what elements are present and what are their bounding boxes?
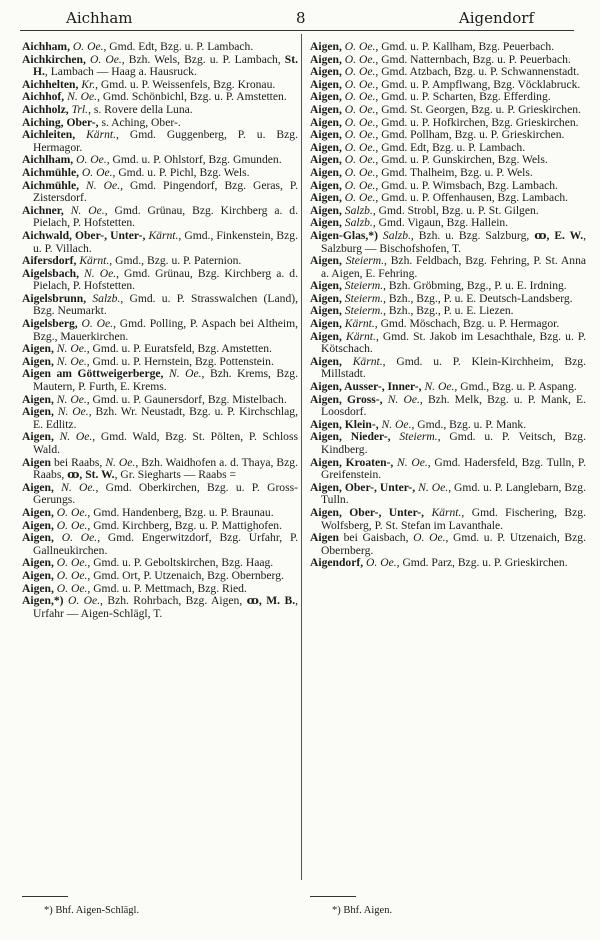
entry-headword: Aigen, (22, 505, 54, 519)
entry-text: Steierm., Bzh. Feldbach, Bzg. Fehring, P. St. Anna a. Aigen, E. Fehring. (321, 254, 587, 280)
entry-text: O. Oe., Gmd. u. P. Offenhausen, Bzg. Lambach. (344, 191, 569, 205)
entry-text: O. Oe., Gmd. u. P. Scharten, Bzg. Efferding. (344, 90, 551, 104)
gazetteer-entry (310, 431, 586, 456)
entry-text: N. Oe., Gmd. u. P. Langlebarn, Bzg. Tulln. (321, 480, 586, 507)
entry-text: bei Gaisbach, O. Oe., Gmd. u. P. Utzenaich, Bzg. Obernberg. (321, 531, 586, 557)
entry-text: N. Oe., Bzh. Krems, Bzg. Mautern, P. Furth, E. Krems. (33, 367, 298, 394)
entry-headword: Aigen, (310, 102, 342, 116)
entry-text: Kärnt., Gmd., Finkenstein, Bzg. u. P. Villach. (33, 228, 298, 255)
entry-headword: Aichlham, (22, 153, 74, 167)
entry-text: Steierm., Bzh., Bzg., P. u. E. Deutsch-Landsberg. (344, 291, 573, 305)
gazetteer-entry (310, 482, 586, 507)
entry-text: N. Oe., Gmd. u. P. Hernstein, Bzg. Pottenstein. (56, 354, 274, 368)
footnote-rule-right (310, 896, 356, 897)
entry-headword: Aichkirchen, (22, 52, 86, 66)
gazetteer-entry (310, 532, 586, 557)
entry-text: O. Oe., Gmd. Parz, Bzg. u. P. Grieskirchen. (366, 556, 568, 570)
entry-text: O. Oe., Gmd. Natternbach, Bzg. u. P. Peuerbach. (344, 52, 571, 66)
entry-headword: Aigen, (310, 304, 342, 318)
entry-text: Kärnt., Gmd. St. Jakob im Lesachthale, Bzg. u. P. Kötschach. (321, 329, 586, 356)
entry-headword: Aichhelten, (22, 77, 79, 91)
right-column (310, 41, 586, 570)
entry-headword: Aigen-Glas,*) (310, 228, 378, 242)
entry-text: Steierm., Gmd. u. P. Veitsch, Bzg. Kindberg. (321, 430, 587, 456)
gazetteer-entry (310, 356, 586, 381)
entry-headword: Aichwald, Ober-, Unter-, (22, 228, 146, 242)
entry-text: N. Oe., Gmd. Schönbichl, Bzg. u. P. Amstetten. (67, 90, 287, 104)
header-left-keyword: Aichham (66, 9, 133, 27)
entry-headword: Aichleiten, (22, 128, 76, 142)
entry-headword: Aigen, (310, 354, 342, 368)
gazetteer-entry (22, 595, 298, 620)
entry-text: O. Oe., Gmd. St. Georgen, Bzg. u. P. Grieskirchen. (344, 102, 581, 116)
entry-text: N. Oe., Bzh. Wr. Neustadt, Bzg. u. P. Kirchschlag, E. Edlitz. (33, 405, 298, 431)
entry-headword: Aigen, (310, 254, 342, 268)
gazetteer-entry (22, 129, 298, 154)
entry-text: N. Oe., Bzh. Melk, Bzg. u. P. Mank, E. Loosdorf. (321, 392, 586, 419)
entry-text: N. Oe., Gmd., Bzg. u. P. Mank. (381, 417, 527, 431)
entry-headword: Aigen, (310, 115, 342, 129)
entry-headword: Aigen (22, 455, 51, 469)
entry-headword: Aigen, Nieder-, (310, 430, 391, 444)
footnote-right: *) Bhf. Aigen. (332, 905, 393, 916)
entry-text: Kärnt., Gmd. Möschach, Bzg. u. P. Hermagor. (344, 317, 560, 331)
entry-text: O. Oe., Gmd. Edt, Bzg. u. P. Lambach. (344, 140, 526, 154)
entry-headword: Aigen, (310, 128, 342, 142)
gazetteer-entry (310, 457, 586, 482)
entry-headword: Aigen, Ober-, Unter-, (310, 505, 425, 519)
entry-text: N. Oe., Gmd. Grünau, Bzg. Kirchberg a. d. Pielach, P. Hofstetten. (33, 203, 298, 230)
header-rule (20, 30, 574, 31)
gazetteer-entry (22, 457, 298, 482)
entry-headword: Aigen, (310, 191, 342, 205)
entry-text: Kärnt., Gmd. u. P. Klein-Kirchheim, Bzg. Millstadt. (321, 354, 586, 381)
entry-text: N. Oe., Gmd. Grünau, Bzg. Kirchberg a. d. Pielach, P. Hofstetten. (33, 266, 298, 293)
entry-headword: Aigen, (310, 203, 342, 217)
entry-headword: Aigen, Ausser-, Inner-, (310, 380, 422, 394)
entry-headword: Aigelsbrunn, (22, 291, 87, 305)
gazetteer-entry (310, 230, 586, 255)
entry-headword: Aigen, (310, 65, 342, 79)
entry-headword: Aichhof, (22, 90, 65, 104)
entry-headword: Aigen, (310, 153, 342, 167)
entry-headword: Aigen, (22, 556, 54, 570)
entry-text: N. Oe., Gmd. Wald, Bzg. St. Pölten, P. Schloss Wald. (33, 430, 298, 456)
footnote-rule-left (22, 896, 68, 897)
gazetteer-entry (22, 230, 298, 255)
entry-text: Salzb., Gmd. Vigaun, Bzg. Hallein. (344, 216, 509, 230)
entry-headword: Aigen, (22, 480, 54, 494)
entry-headword: Aigen,*) (22, 594, 64, 608)
entry-text: O. Oe., Gmd. u. P. Wimsbach, Bzg. Lambach. (344, 178, 558, 192)
entry-text: Kärnt., Gmd., Bzg. u. P. Paternion. (79, 254, 242, 268)
entry-text: Kr., Gmd. u. P. Weissenfels, Bzg. Kronau. (81, 77, 276, 91)
entry-text: O. Oe., Bzh. Rohrbach, Bzg. Aigen, ꝏ, M. B., Urfahr — Aigen-Schlägl, T. (33, 594, 298, 620)
column-divider (301, 34, 302, 880)
entry-text: O. Oe., Gmd. Polling, P. Aspach bei Altheim, Bzg., Mauerkirchen. (33, 317, 298, 343)
entry-headword: Aigen, (22, 430, 54, 444)
entry-headword: Aifersdorf, (22, 254, 77, 268)
entry-text: bei Raabs, N. Oe., Bzh. Waidhofen a. d. Thaya, Bzg. Raabs, ꝏ, St. W., Gr. Siegharts — Raabs = (33, 455, 299, 482)
left-column (22, 41, 298, 620)
entry-text: O. Oe., Gmd. u. P. Gunskirchen, Bzg. Wels. (344, 153, 548, 167)
entry-headword: Aigen, (310, 216, 342, 230)
entry-text: Steierm., Bzh. Gröbming, Bzg., P. u. E. Irdning. (344, 279, 567, 293)
entry-text: O. Oe., Gmd. Pollham, Bzg. u. P. Grieskirchen. (344, 128, 565, 142)
entry-headword: Aigen, (310, 317, 342, 331)
entry-headword: Aigen, (22, 405, 54, 419)
entry-headword: Aigen am Göttweigerberge, (22, 367, 164, 381)
entry-text: O. Oe., Gmd. Handenberg, Bzg. u. P. Braunau. (56, 505, 274, 519)
entry-headword: Aiching, Ober-, (22, 115, 99, 129)
entry-text: s. Aching, Ober-. (98, 115, 181, 129)
entry-headword: Aigen, (22, 531, 54, 545)
entry-text: N. Oe., Gmd. u. P. Gaunersdorf, Bzg. Mistelbach. (56, 392, 287, 406)
gazetteer-entry (22, 406, 298, 431)
entry-headword: Aichham, (22, 40, 70, 53)
entry-headword: Aigen, (310, 52, 342, 66)
entry-text: O. Oe., Gmd. u. P. Kallham, Bzg. Peuerbach. (344, 40, 555, 53)
entry-headword: Aigen, (22, 581, 54, 595)
entry-headword: Aigen (310, 531, 339, 545)
entry-text: O. Oe., Gmd. Ort, P. Utzenaich, Bzg. Obernberg. (56, 568, 284, 582)
entry-text: O. Oe., Gmd. Kirchberg, Bzg. u. P. Mattighofen. (56, 518, 282, 532)
entry-text: N. Oe., Gmd., Bzg. u. P. Aspang. (424, 380, 577, 394)
entry-text: O. Oe., Gmd. Atzbach, Bzg. u. P. Schwannenstadt. (344, 65, 580, 79)
entry-text: N. Oe., Gmd. Oberkirchen, Bzg. u. P. Gross-Gerungs. (33, 480, 298, 507)
page-number: 8 (296, 9, 306, 27)
entry-text: N. Oe., Gmd. Pingendorf, Bzg. Geras, P. Zistersdorf. (33, 178, 298, 205)
gazetteer-entry (22, 54, 298, 79)
entry-text: O. Oe., Gmd. u. P. Ohlstorf, Bzg. Gmunden. (76, 153, 282, 167)
entry-headword: Aigen, (310, 77, 342, 91)
gazetteer-entry (22, 431, 298, 456)
gazetteer-entry (22, 293, 298, 318)
gazetteer-entry (22, 482, 298, 507)
entry-headword: Aigen, (310, 291, 342, 305)
entry-text: O. Oe., Gmd. u. P. Mettmach, Bzg. Ried. (56, 581, 247, 595)
entry-text: Trl., s. Rovere della Luna. (71, 102, 193, 116)
gazetteer-entry (22, 532, 298, 557)
entry-headword: Aigen, (310, 329, 342, 343)
entry-text: Kärnt., Gmd. Fischering, Bzg. Wolfsberg, P. St. Stefan im Lavanthale. (321, 505, 586, 532)
entry-headword: Aigen, (22, 518, 54, 532)
entry-headword: Aigen, Ober-, Unter-, (310, 480, 416, 494)
entry-headword: Aichmühle, (22, 165, 80, 179)
entry-text: O. Oe., Gmd. u. P. Geboltskirchen, Bzg. Haag. (56, 556, 274, 570)
entry-text: O. Oe., Gmd. u. P. Ampflwang, Bzg. Vöcklabruck. (344, 77, 581, 91)
entry-text: Salzb., Gmd. Strobl, Bzg. u. P. St. Gilgen. (344, 203, 539, 217)
gazetteer-entry (22, 180, 298, 205)
entry-headword: Aigen, (22, 354, 54, 368)
entry-text: O. Oe., Gmd. Engerwitzdorf, Bzg. Urfahr, P. Gallneukirchen. (33, 531, 299, 557)
entry-headword: Aigen, Kroaten-, (310, 455, 394, 469)
gazetteer-entry (310, 507, 586, 532)
entry-text: N. Oe., Gmd. u. P. Euratsfeld, Bzg. Amstetten. (56, 342, 272, 356)
entry-headword: Aigelsberg, (22, 317, 78, 331)
entry-headword: Aigen, (310, 178, 342, 192)
gazetteer-entry (310, 557, 586, 570)
entry-headword: Aigen, (310, 40, 342, 53)
entry-headword: Aigen, (310, 165, 342, 179)
gazetteer-entry (310, 255, 586, 280)
header-right-keyword: Aigendorf (458, 9, 534, 27)
gazetteer-entry (310, 394, 586, 419)
entry-headword: Aigen, (22, 392, 54, 406)
gazetteer-entry (22, 368, 298, 393)
entry-headword: Aichner, (22, 203, 64, 217)
entry-text: Kärnt., Gmd. Guggenberg, P. u. Bzg. Hermagor. (33, 128, 298, 154)
entry-text: O. Oe., Gmd. Thalheim, Bzg. u. P. Wels. (344, 165, 533, 179)
gazetteer-entry (310, 331, 586, 356)
gazetteer-entry (22, 205, 298, 230)
entry-text: O. Oe., Bzh. Wels, Bzg. u. P. Lambach, St. H., Lambach — Haag a. Hausruck. (33, 52, 298, 79)
entry-text: Salzb., Bzh. u. Bzg. Salzburg, ꝏ, E. W., Salzburg — Bischofshofen, T. (321, 228, 586, 255)
entry-headword: Aichmühle, (22, 178, 80, 192)
entry-text: Salzb., Gmd. u. P. Strasswalchen (Land), Bzg. Neumarkt. (33, 291, 299, 318)
entry-headword: Aigen, (310, 279, 342, 293)
entry-text: O. Oe., Gmd. Edt, Bzg. u. P. Lambach. (72, 40, 254, 53)
footnote-left: *) Bhf. Aigen-Schlägl. (44, 905, 140, 916)
entry-headword: Aigen, Klein-, (310, 417, 379, 431)
entry-text: N. Oe., Gmd. Hadersfeld, Bzg. Tulln, P. Greifenstein. (321, 455, 586, 482)
entry-text: O. Oe., Gmd. u. P. Hofkirchen, Bzg. Grieskirchen. (344, 115, 579, 129)
entry-text: O. Oe., Gmd. u. P. Pichl, Bzg. Wels. (81, 165, 250, 179)
entry-text: Steierm., Bzh., Bzg., P. u. E. Liezen. (344, 304, 514, 318)
entry-headword: Aigen, Gross-, (310, 392, 383, 406)
entry-headword: Aigen, (22, 342, 54, 356)
entry-headword: Aichholz, (22, 102, 69, 116)
gazetteer-entry (22, 268, 298, 293)
entry-headword: Aigen, (310, 90, 342, 104)
entry-headword: Aigelsbach, (22, 266, 80, 280)
entry-headword: Aigen, (22, 568, 54, 582)
entry-headword: Aigendorf, (310, 556, 364, 570)
entry-headword: Aigen, (310, 140, 342, 154)
gazetteer-entry (22, 318, 298, 343)
